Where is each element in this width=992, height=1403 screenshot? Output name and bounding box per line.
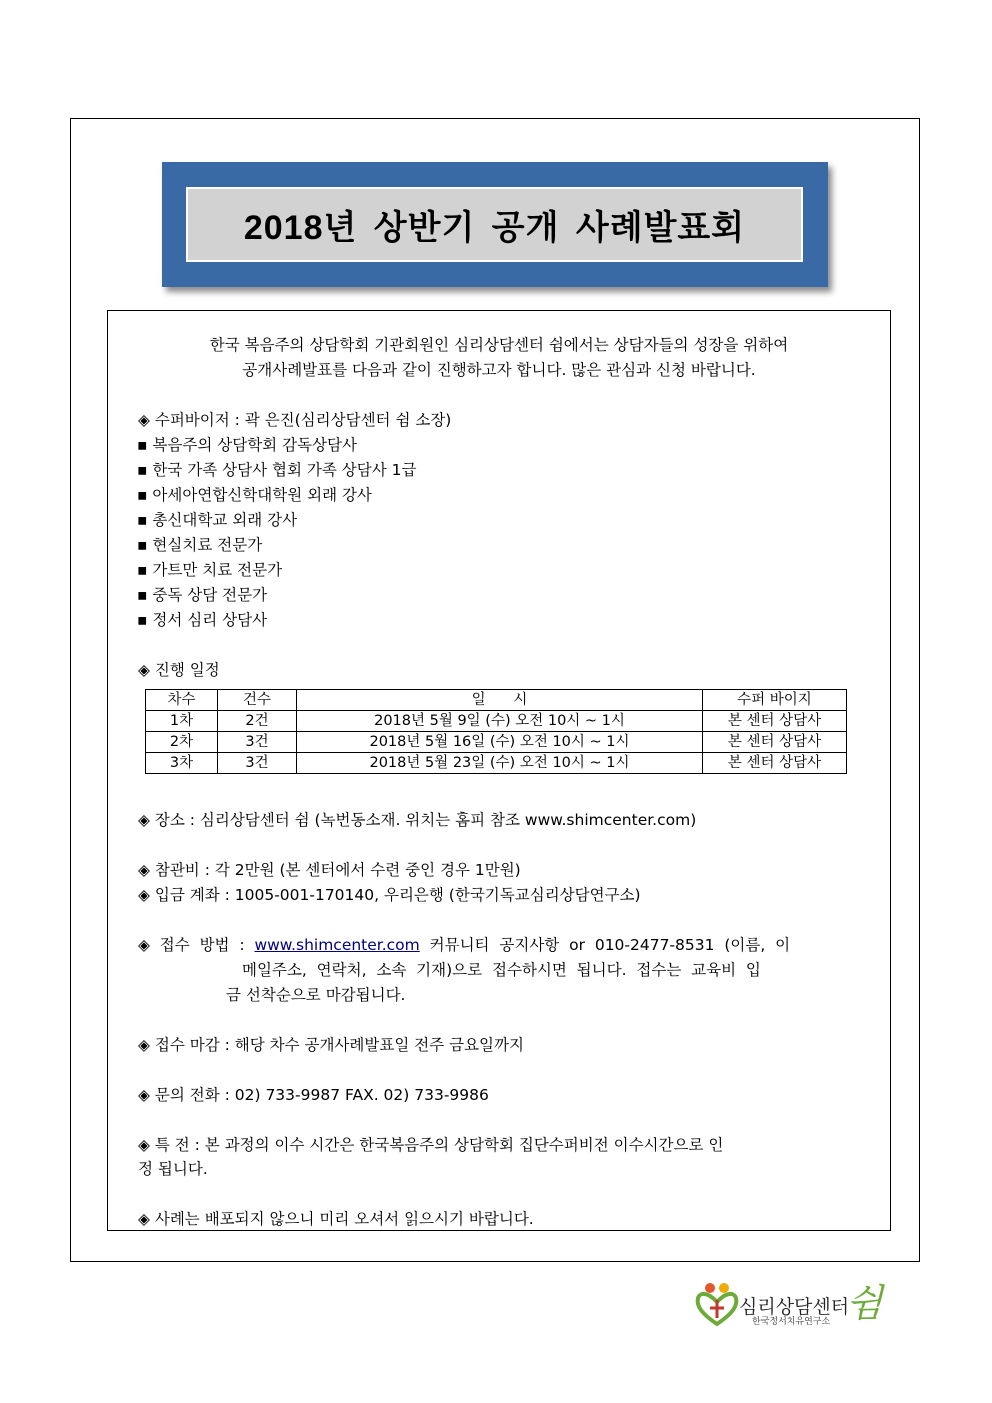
intro-line-2: 공개사례발표를 다음과 같이 진행하고자 합니다. 많은 관심과 신청 바랍니다. bbox=[242, 361, 756, 379]
credential-item: ▪ 아세아연합신학대학원 외래 강사 bbox=[137, 486, 372, 504]
table-row bbox=[146, 753, 847, 774]
table-cell: 2018년 5월 9일 (수) 오전 10시 ~ 1시 bbox=[297, 711, 703, 732]
table-cell: 1차 bbox=[146, 711, 218, 732]
column-header: 수퍼 바이지 bbox=[703, 690, 847, 711]
table-cell: 3건 bbox=[218, 732, 297, 753]
benefit-line-1: ◈ 특 전 : 본 과정의 이수 시간은 한국복음주의 상담학회 집단수퍼비전 이수시간으로 인 bbox=[138, 1136, 724, 1154]
credential-item: ▪ 가트만 치료 전문가 bbox=[137, 561, 283, 579]
table-cell: 2차 bbox=[146, 732, 218, 753]
table-cell: 3차 bbox=[146, 753, 218, 774]
table-cell: 3건 bbox=[218, 753, 297, 774]
website-link[interactable]: www.shimcenter.com bbox=[254, 936, 420, 954]
logo-dot-yellow bbox=[719, 1283, 729, 1293]
content-box bbox=[107, 310, 891, 1231]
schedule-table bbox=[145, 689, 847, 774]
logo-cross bbox=[710, 1300, 724, 1318]
logo-mark: 쉼 bbox=[846, 1281, 883, 1325]
column-header: 차수 bbox=[146, 690, 218, 711]
center-logo bbox=[694, 1270, 894, 1330]
application-label: ◈ 접수 방법 : bbox=[138, 936, 255, 954]
fee-line: ◈ 참관비 : 각 2만원 (본 센터에서 수련 중인 경우 1만원) bbox=[138, 861, 521, 879]
benefit-line-2: 정 됩니다. bbox=[138, 1160, 208, 1178]
credential-item: ▪ 현실치료 전문가 bbox=[137, 536, 263, 554]
contact-line: ◈ 문의 전화 : 02) 733-9987 FAX. 02) 733-9986 bbox=[138, 1086, 489, 1104]
application-text: 커뮤니티 공지사항 or 010-2477-8531 (이름, 이 bbox=[419, 936, 791, 954]
column-header: 일 시 bbox=[297, 690, 703, 711]
application-line-1 bbox=[138, 935, 790, 955]
account-line: ◈ 입금 계좌 : 1005-001-170140, 우리은행 (한국기독교심리상담연구소) bbox=[138, 886, 641, 904]
credential-item: ▪ 한국 가족 상담사 협회 가족 상담사 1급 bbox=[137, 461, 417, 479]
table-header-row bbox=[146, 690, 847, 711]
title-banner bbox=[162, 162, 828, 287]
table-cell: 2018년 5월 23일 (수) 오전 10시 ~ 1시 bbox=[297, 753, 703, 774]
credential-item: ▪ 총신대학교 외래 강사 bbox=[137, 511, 298, 529]
credential-item: ▪ 복음주의 상담학회 감독상담사 bbox=[137, 436, 357, 454]
logo-dot-red bbox=[705, 1283, 715, 1293]
page-title: 2018년 상반기 공개 사례발표회 bbox=[243, 209, 746, 247]
table-cell: 본 센터 상담사 bbox=[703, 753, 847, 774]
schedule-heading: ◈ 진행 일정 bbox=[138, 661, 220, 679]
application-line-3: 금 선착순으로 마감됩니다. bbox=[226, 986, 406, 1004]
table-cell: 2건 bbox=[218, 711, 297, 732]
supervisor-heading: ◈ 수퍼바이저 : 곽 은진(심리상담센터 쉼 소장) bbox=[138, 411, 452, 429]
credential-item: ▪ 정서 심리 상담사 bbox=[137, 611, 268, 629]
notice-line: ◈ 사례는 배포되지 않으니 미리 오셔서 읽으시기 바랍니다. bbox=[138, 1210, 534, 1228]
table-cell: 본 센터 상담사 bbox=[703, 732, 847, 753]
credential-item: ▪ 중독 상담 전문가 bbox=[137, 586, 268, 604]
deadline-line: ◈ 접수 마감 : 해당 차수 공개사례발표일 전주 금요일까지 bbox=[138, 1036, 524, 1054]
location-line: ◈ 장소 : 심리상담센터 쉼 (녹번동소재. 위치는 홈피 참조 www.shimcenter.com) bbox=[138, 811, 697, 829]
table-row bbox=[146, 732, 847, 753]
table-row bbox=[146, 711, 847, 732]
intro-line-1: 한국 복음주의 상담학회 기관회원인 심리상담센터 쉼에서는 상담자들의 성장을 위하여 bbox=[209, 336, 789, 354]
column-header: 건수 bbox=[218, 690, 297, 711]
application-line-2: 메일주소, 연락처, 소속 기재)으로 접수하시면 됩니다. 접수는 교육비 입 bbox=[242, 961, 761, 979]
title-panel bbox=[186, 187, 803, 262]
heart-cross-icon bbox=[694, 1278, 740, 1330]
table-cell: 본 센터 상담사 bbox=[703, 711, 847, 732]
table-cell: 2018년 5월 16일 (수) 오전 10시 ~ 1시 bbox=[297, 732, 703, 753]
logo-name: 심리상담센터 bbox=[739, 1296, 850, 1318]
logo-subtitle: 한국정서치유연구소 bbox=[752, 1317, 831, 1327]
